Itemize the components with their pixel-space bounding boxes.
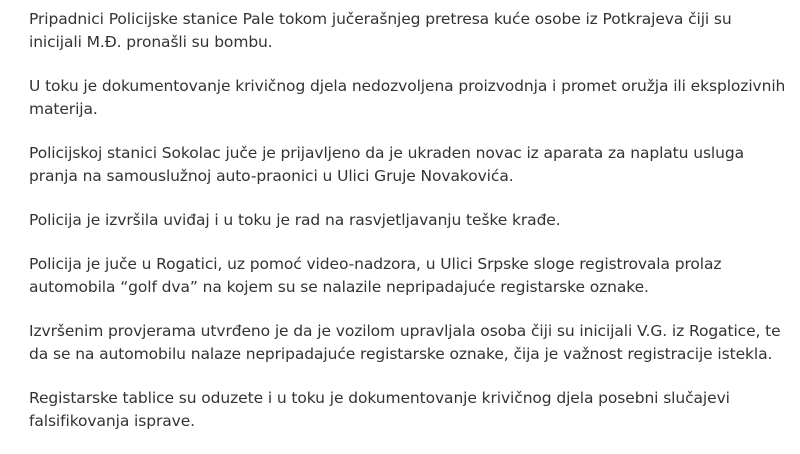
paragraph-plates-seized: Registarske tablice su oduzete i u toku je dokumentovanje krivičnog djela posebni slučajevi falsifikovanja isprave. <box>29 389 730 430</box>
article-body <box>29 8 789 454</box>
paragraph-driver-check: Izvršenim provjerama utvrđeno je da je vozilom upravljala osoba čiji su inicijali V.G. iz Rogatice, te da se na automobilu nalaze nepripadajuće registarske oznake, čija je važnost registracije istekla. <box>29 322 781 363</box>
paragraph-weapons-case: U toku je dokumentovanje krivičnog djela nedozvoljena proizvodnja i promet oružja ili eksplozivnih materija. <box>29 77 786 118</box>
paragraph-golf-plates: Policija je juče u Rogatici, uz pomoć video-nadzora, u Ulici Srpske sloge registrovala prolaz automobila “golf dva” na kojem su se nalazile nepripadajuće registarske oznake. <box>29 255 722 296</box>
paragraph-bomb-found: Pripadnici Policijske stanice Pale tokom jučerašnjeg pretresa kuće osobe iz Potkrajeva čiji su inicijali M.Đ. pronašli su bombu. <box>29 10 732 51</box>
paragraph-investigation: Policija je izvršila uviđaj i u toku je rad na rasvjetljavanju teške krađe. <box>29 211 561 229</box>
paragraph-car-wash-theft: Policijskoj stanici Sokolac juče je prijavljeno da je ukraden novac iz aparata za naplatu usluga pranja na samouslužnoj auto-praonici u Ulici Gruje Novakovića. <box>29 144 744 185</box>
